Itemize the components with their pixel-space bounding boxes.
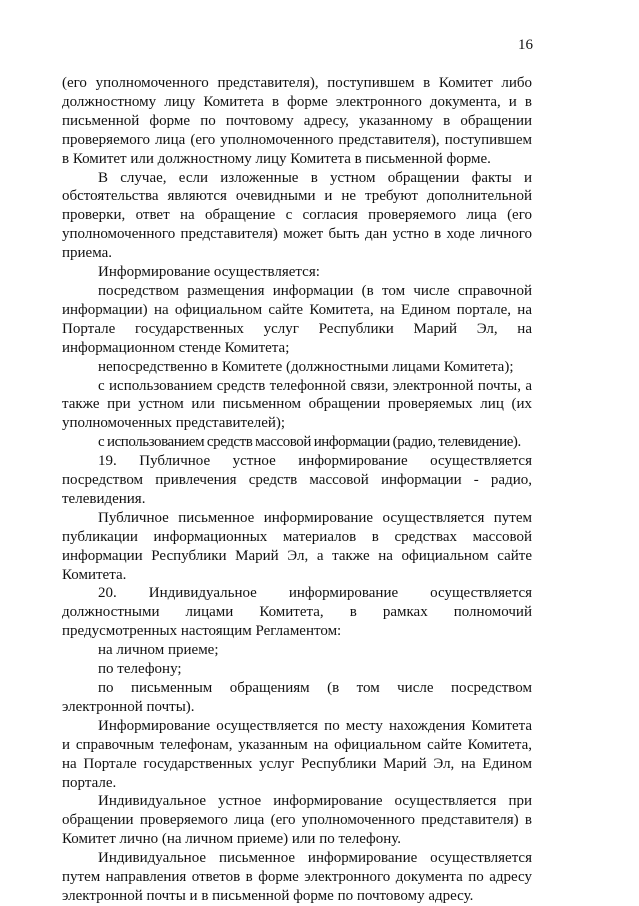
list-item-personal-reception: на личном приеме;	[98, 642, 219, 659]
paragraph-informing-websites: посредством размещения информации (в том числе справочной информации) на официальном сайте Комитета, на Едином портале, на Портале государственных услуг Республики Марий Эл, на информационном стенде Комитета;	[62, 282, 532, 356]
document-body	[62, 74, 532, 906]
paragraph-informing-intro: Информирование осуществляется:	[98, 264, 320, 281]
paragraph-informing-location: Информирование осуществляется по месту нахождения Комитета и справочным телефонам, указанным на официальном сайте Комитета, на Портале государственных услуг Республики Марий Эл, на Едином портале.	[62, 717, 532, 791]
paragraph-20-individual: 20. Индивидуальное информирование осуществляется должностными лицами Комитета, в рамках полномочий предусмотренных настоящим Регламентом:	[62, 585, 532, 640]
list-item-phone: по телефону;	[98, 661, 182, 678]
paragraph-19-public-oral: 19. Публичное устное информирование осуществляется посредством привлечения средств массовой информации - радио, телевидения.	[62, 453, 532, 507]
paragraph-informing-direct: непосредственно в Комитете (должностными лицами Комитета);	[98, 358, 514, 375]
paragraph-informing-mass-media: с использованием средств массовой информации (радио, телевидение).	[98, 434, 521, 451]
paragraph-oral-answer: В случае, если изложенные в устном обращении факты и обстоятельства являются очевидными и не требуют дополнительной проверки, ответ на обращение с согласия проверяемого лица (его уполномоченного представителя) может быть дан устно в ходе личного приема.	[62, 169, 532, 262]
page-number: 16	[518, 37, 533, 53]
paragraph-informing-phone-email: с использованием средств телефонной связи, электронной почты, а также при устном или письменном обращении проверяемых лиц (их уполномоченных представителей);	[62, 377, 532, 432]
paragraph-continuation: (его уполномоченного представителя), поступившем в Комитет либо должностному лицу Комитета в форме электронного документа, и в письменной форме по почтовому адресу, указанному в обращении проверяемого лица (его уполномоченного представителя), поступившем в Комитет или должностному лицу Комитета в письменной форме.	[62, 75, 532, 167]
list-item-written-requests: по письменным обращениям (в том числе посредством электронной почты).	[62, 680, 532, 715]
paragraph-individual-oral: Индивидуальное устное информирование осуществляется при обращении проверяемого лица (его уполномоченного представителя) в Комитет лично (на личном приеме) или по телефону.	[62, 793, 532, 848]
paragraph-public-written: Публичное письменное информирование осуществляется путем публикации информационных материалов в средствах массовой информации Республики Марий Эл, а также на официальном сайте Комитета.	[62, 509, 532, 583]
paragraph-individual-written: Индивидуальное письменное информирование осуществляется путем направления ответов в форме электронного документа по адресу электронной почты и в письменной форме по почтовому адресу.	[62, 850, 532, 904]
